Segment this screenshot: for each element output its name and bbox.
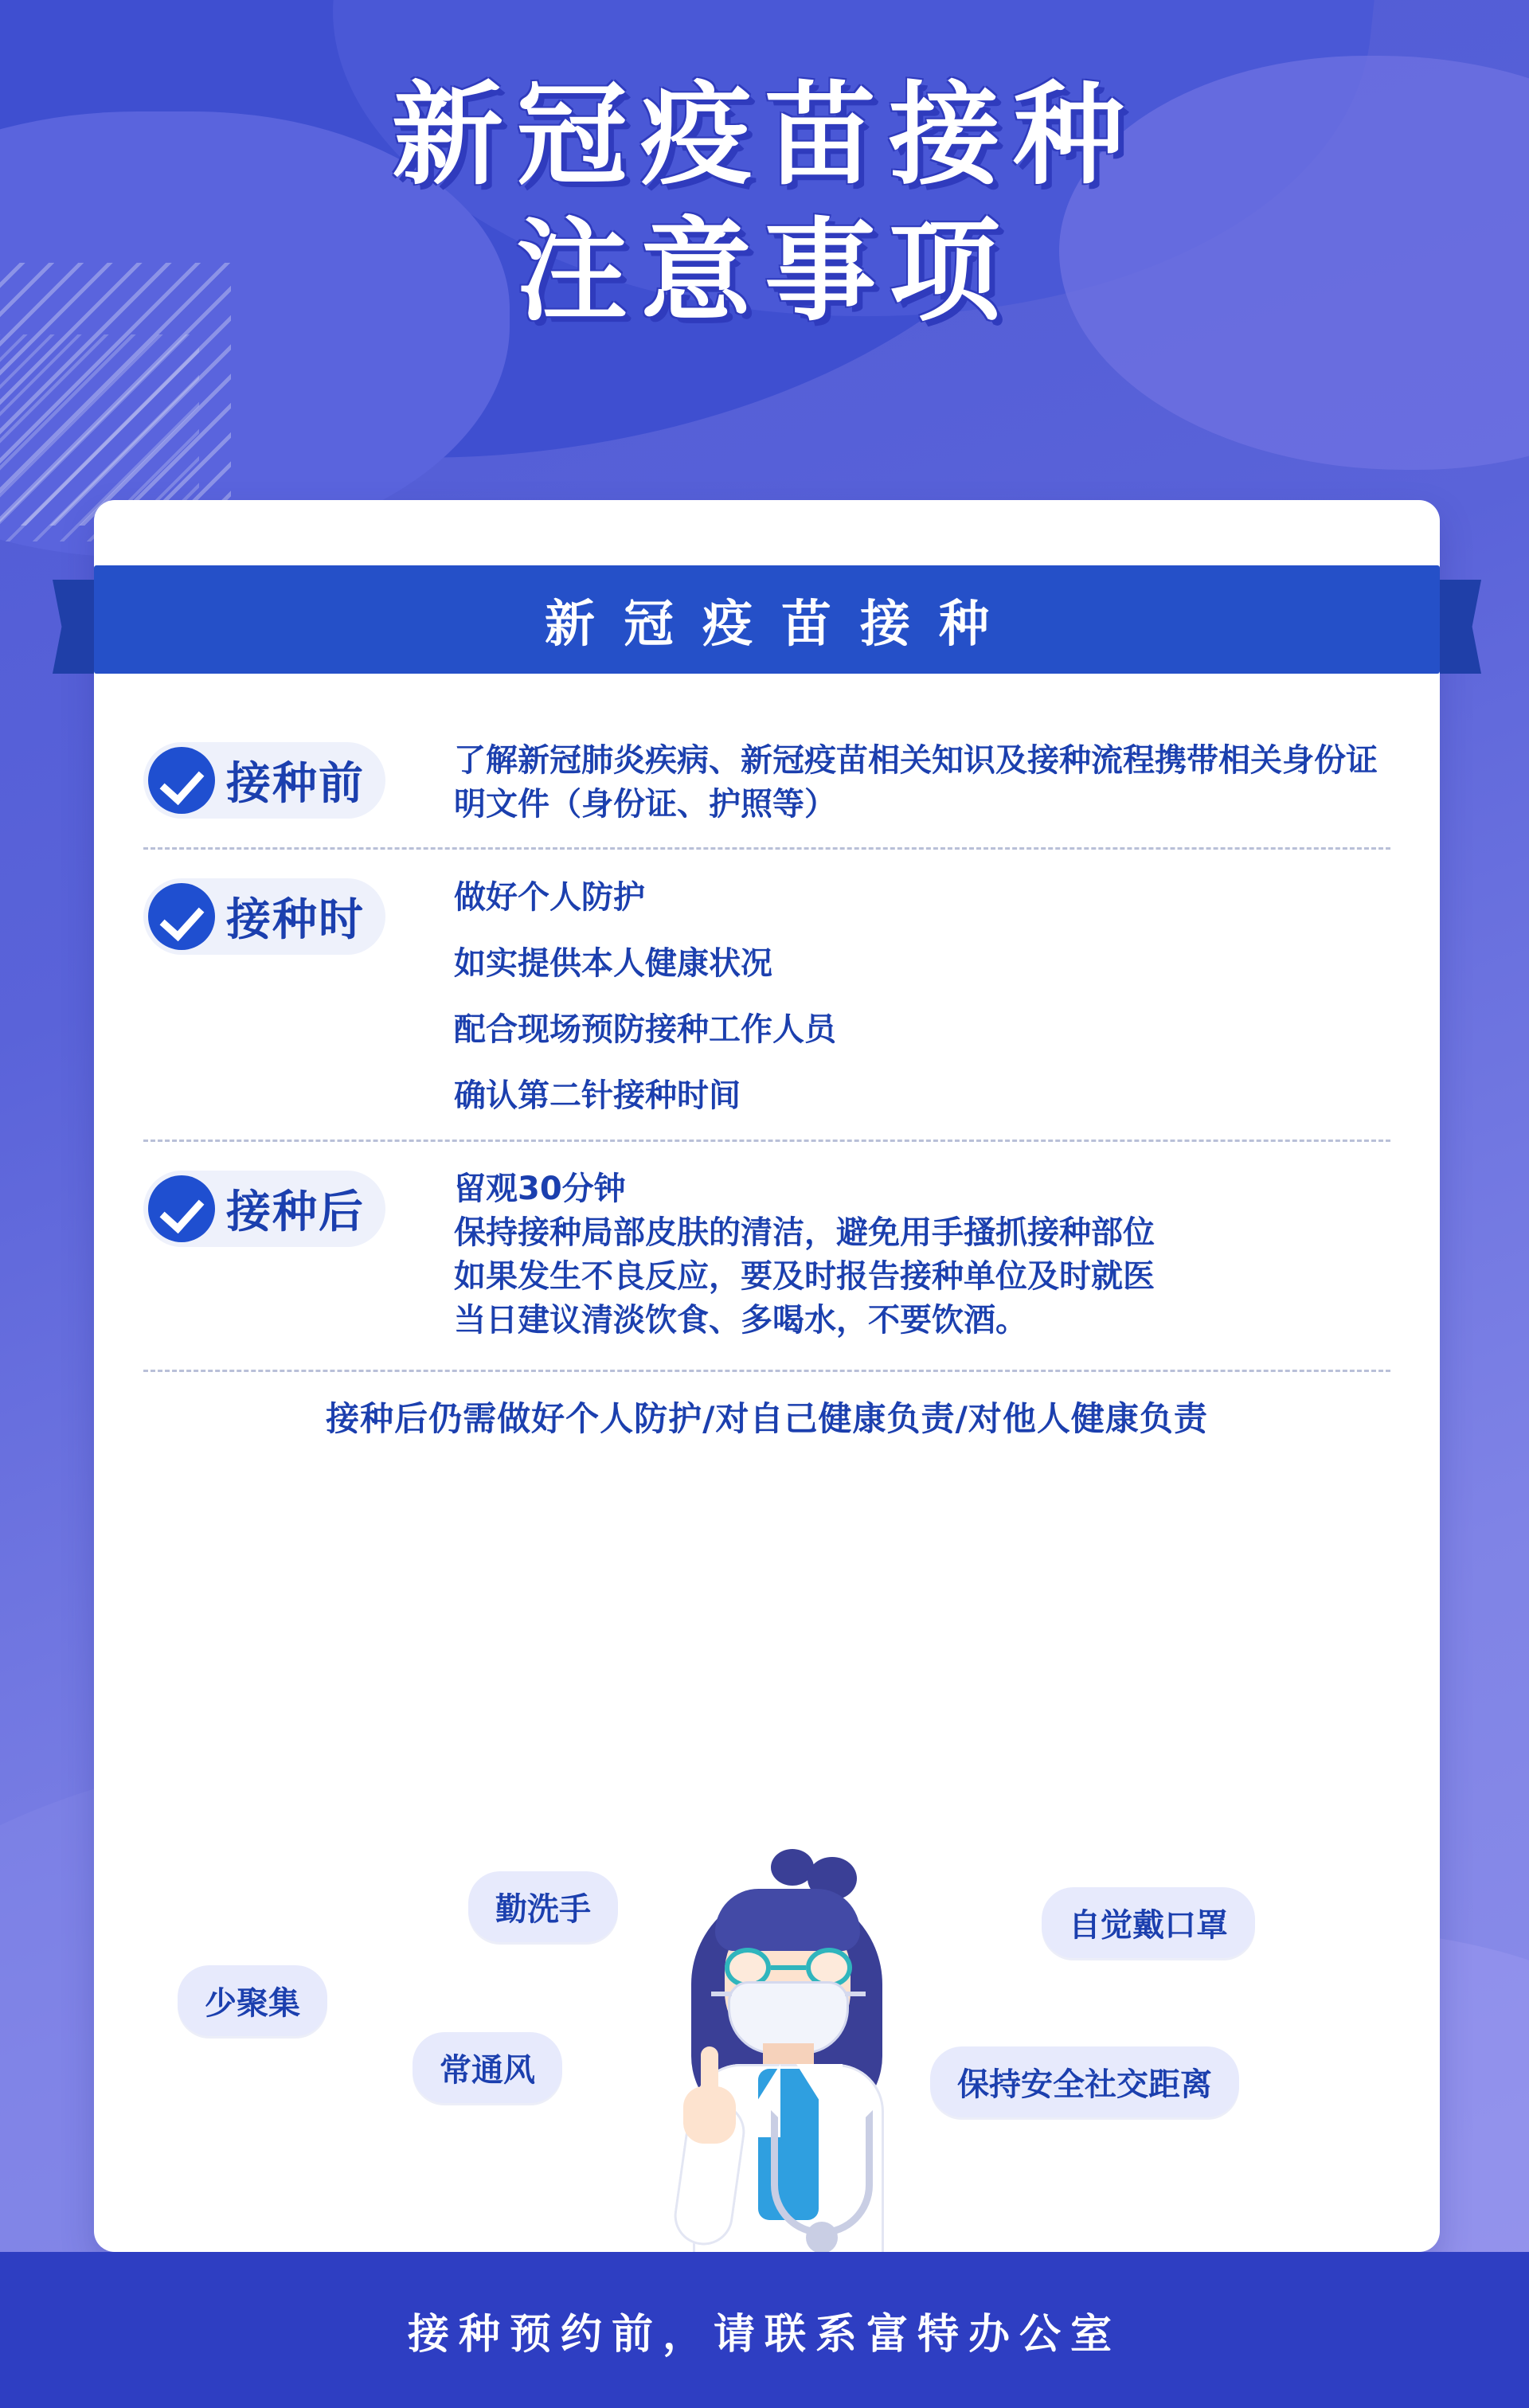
headline-line-1: 新冠疫苗接种 [391, 71, 1137, 201]
section-line: 了解新冠肺炎疾病、新冠疫苗相关知识及接种流程携带相关身份证明文件（身份证、护照等） [454, 742, 1378, 823]
section-badge-label: 接种时 [226, 894, 365, 947]
section-badge-label: 接种前 [226, 758, 365, 810]
section-line: 留观30分钟 [454, 1170, 626, 1207]
stethoscope-icon [771, 2110, 873, 2236]
section-body-during [454, 870, 1390, 1118]
ribbon-title: 新冠疫苗接种 [545, 594, 1018, 653]
section-badge-before [143, 734, 454, 819]
doctor-fringe [715, 1889, 860, 1951]
section-line: 如实提供本人健康状况 [454, 945, 772, 983]
doctor-pointing-finger [701, 2046, 718, 2096]
tag-cloud [94, 1863, 1440, 2238]
content-card [94, 500, 1440, 2252]
section-row-during [143, 847, 1390, 1139]
badge-pill [143, 878, 385, 955]
page-title [0, 70, 1529, 338]
slogan-text: 接种后仍需做好个人防护/对自己健康负责/对他人健康负责 [143, 1370, 1390, 1440]
section-badge-during [143, 870, 454, 955]
headline-line-2: 注意事项 [515, 207, 1013, 338]
section-ribbon [53, 580, 1481, 674]
section-line: 如果发生不良反应，要及时报告接种单位及时就医 [454, 1257, 1155, 1295]
tag-avoid-gathering: 少聚集 [178, 1965, 327, 2036]
ribbon-banner [94, 565, 1440, 674]
footer-bar [0, 2252, 1529, 2408]
badge-pill [143, 742, 385, 819]
ribbon-tail-right [1440, 580, 1481, 674]
check-circle-icon [148, 883, 215, 950]
sections-list [94, 713, 1440, 1440]
section-row-before [143, 713, 1390, 847]
section-body-before [454, 734, 1390, 827]
section-badge-label: 接种后 [226, 1186, 365, 1238]
section-line: 做好个人防护 [454, 879, 645, 917]
section-badge-after [143, 1163, 454, 1247]
section-body-after [454, 1163, 1390, 1343]
doctor-illustration [651, 1847, 922, 2277]
section-line: 配合现场预防接种工作人员 [454, 1010, 836, 1048]
ribbon-tail-left [53, 580, 94, 674]
tag-wash-hands: 勤洗手 [468, 1871, 618, 1942]
check-circle-icon [148, 1175, 215, 1242]
stethoscope-head [806, 2222, 838, 2254]
section-line: 确认第二针接种时间 [454, 1077, 741, 1114]
section-line: 保持接种局部皮肤的清洁，避免用手搔抓接种部位 [454, 1214, 1155, 1251]
tag-wear-mask: 自觉戴口罩 [1042, 1887, 1255, 1958]
tag-social-distance: 保持安全社交距离 [930, 2046, 1239, 2117]
section-row-after [143, 1140, 1390, 1364]
badge-pill [143, 1171, 385, 1247]
check-circle-icon [148, 747, 215, 814]
footer-text: 接种预约前，请联系富特办公室 [407, 2310, 1121, 2359]
glasses-bridge [771, 1965, 806, 1970]
tag-ventilate: 常通风 [413, 2032, 562, 2103]
section-line: 当日建议清淡饮食、多喝水，不要饮酒。 [454, 1302, 1027, 1339]
